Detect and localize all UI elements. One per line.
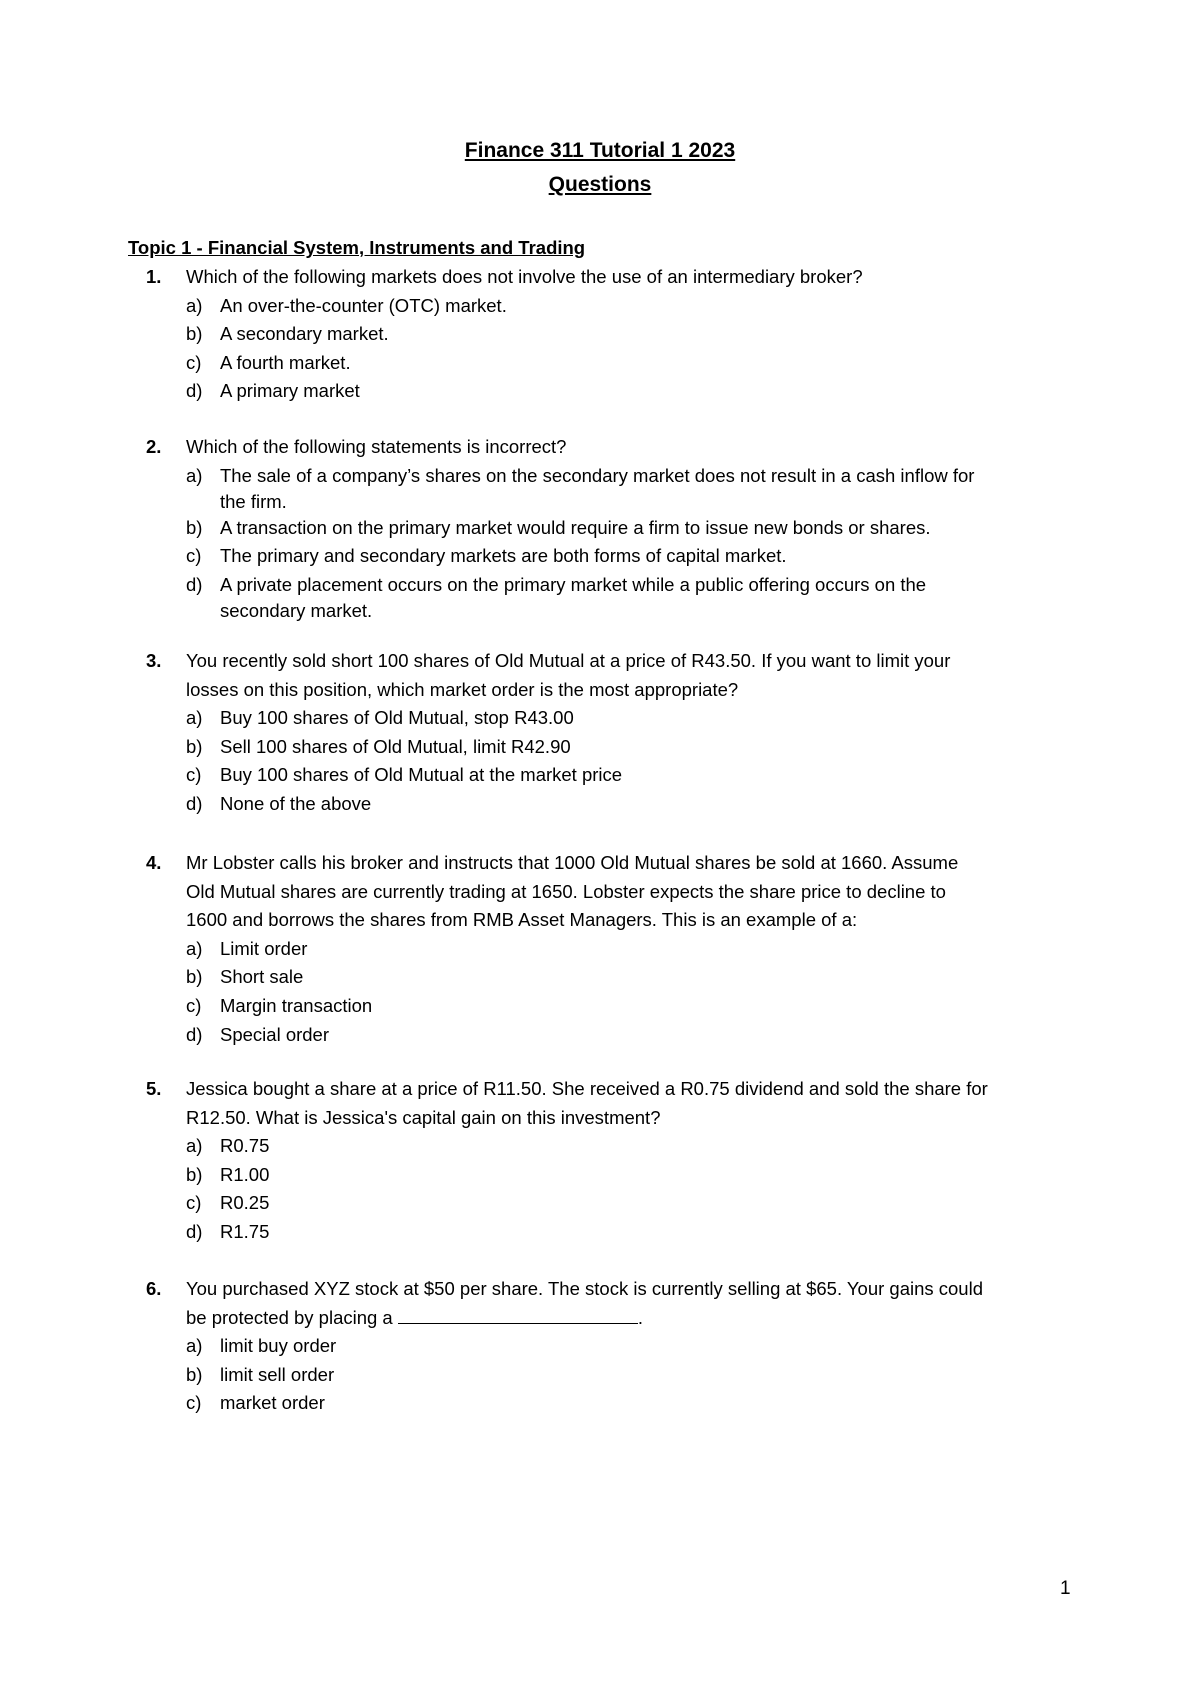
option-text: A private placement occurs on the primary market while a public offering occurs on the	[220, 573, 927, 595]
question-number: 6.	[146, 1278, 162, 1299]
option-letter: b)	[186, 966, 203, 988]
topic-heading: Topic 1 - Financial System, Instruments and Trading	[128, 237, 586, 258]
option-letter: d)	[186, 1023, 203, 1045]
option-text: Margin transaction	[220, 995, 373, 1016]
option-text: Buy 100 shares of Old Mutual at the market price	[220, 764, 623, 786]
option-letter: d)	[186, 793, 203, 814]
option-letter: b)	[186, 323, 203, 345]
option-letter: c)	[186, 995, 202, 1016]
question-text-line: losses on this position, which market order is the most appropriate?	[186, 678, 739, 700]
option-text: Special order	[220, 1023, 330, 1045]
option-text: R0.25	[220, 1192, 270, 1214]
option-text: the firm.	[220, 490, 287, 512]
document-subtitle: Questions	[548, 173, 652, 196]
option-letter: c)	[186, 545, 202, 567]
option-letter: a)	[186, 464, 203, 486]
question-text-line: Mr Lobster calls his broker and instructs that 1000 Old Mutual shares be sold at 1660. Assume	[186, 852, 959, 873]
option-letter: b)	[186, 516, 203, 538]
option-text: R1.00	[220, 1163, 270, 1185]
question-text-line: Jessica bought a share at a price of R11.50. She received a R0.75 dividend and sold the share for	[186, 1078, 988, 1099]
option-text: A transaction on the primary market would require a firm to issue new bonds or shares.	[220, 516, 931, 538]
question-text-line: be protected by placing a .	[186, 1303, 1066, 1333]
option-letter: a)	[186, 937, 203, 959]
document-title: Finance 311 Tutorial 1 2023	[464, 139, 736, 162]
option-text: A fourth market.	[220, 351, 351, 373]
question-number: 4.	[146, 852, 162, 873]
option-text: An over-the-counter (OTC) market.	[220, 294, 507, 316]
option-letter: c)	[186, 1192, 202, 1214]
question-text-line: Which of the following statements is incorrect?	[186, 436, 567, 457]
page-number: 1	[1060, 1578, 1071, 1599]
option-text: None of the above	[220, 793, 372, 814]
question-text-line: Old Mutual shares are currently trading at 1650. Lobster expects the share price to decline to	[186, 880, 946, 902]
question-number: 2.	[146, 436, 162, 457]
answer-blank	[398, 1303, 638, 1324]
option-letter: a)	[186, 707, 203, 729]
option-text: The primary and secondary markets are both forms of capital market.	[220, 545, 787, 567]
option-letter: a)	[186, 1135, 203, 1157]
option-text: Sell 100 shares of Old Mutual, limit R42.90	[220, 735, 571, 757]
option-text: Buy 100 shares of Old Mutual, stop R43.00	[220, 707, 574, 729]
option-text: Limit order	[220, 937, 308, 959]
option-letter: a)	[186, 294, 203, 316]
option-text: R1.75	[220, 1221, 270, 1242]
option-letter: a)	[186, 1335, 203, 1357]
question-text-line: Which of the following markets does not involve the use of an intermediary broker?	[186, 266, 863, 287]
question-number: 3.	[146, 650, 162, 671]
question-text-line: 1600 and borrows the shares from RMB Asset Managers. This is an example of a:	[186, 909, 858, 931]
option-text: R0.75	[220, 1135, 270, 1157]
option-letter: d)	[186, 380, 203, 402]
option-letter: c)	[186, 1392, 202, 1414]
option-letter: c)	[186, 351, 202, 373]
option-text: limit sell order	[220, 1363, 335, 1385]
option-text: Short sale	[220, 966, 304, 988]
option-letter: b)	[186, 1363, 203, 1385]
option-text: limit buy order	[220, 1335, 337, 1357]
option-letter: b)	[186, 1163, 203, 1185]
question-text-line: You purchased XYZ stock at $50 per share. The stock is currently selling at $65. Your gains could	[186, 1278, 983, 1299]
option-letter: d)	[186, 1221, 203, 1242]
question-text-line: R12.50. What is Jessica's capital gain on this investment?	[186, 1106, 661, 1128]
option-text: A secondary market.	[220, 323, 389, 345]
question-text-line: You recently sold short 100 shares of Old Mutual at a price of R43.50. If you want to limit your	[186, 650, 951, 671]
question-number: 5.	[146, 1078, 162, 1099]
option-letter: b)	[186, 735, 203, 757]
question-number: 1.	[146, 266, 162, 287]
option-text: The sale of a company’s shares on the secondary market does not result in a cash inflow for	[220, 464, 975, 486]
option-text: market order	[220, 1392, 325, 1414]
option-letter: c)	[186, 764, 202, 786]
option-letter: d)	[186, 573, 203, 595]
option-text: A primary market	[220, 380, 360, 402]
option-text: secondary market.	[220, 599, 373, 621]
